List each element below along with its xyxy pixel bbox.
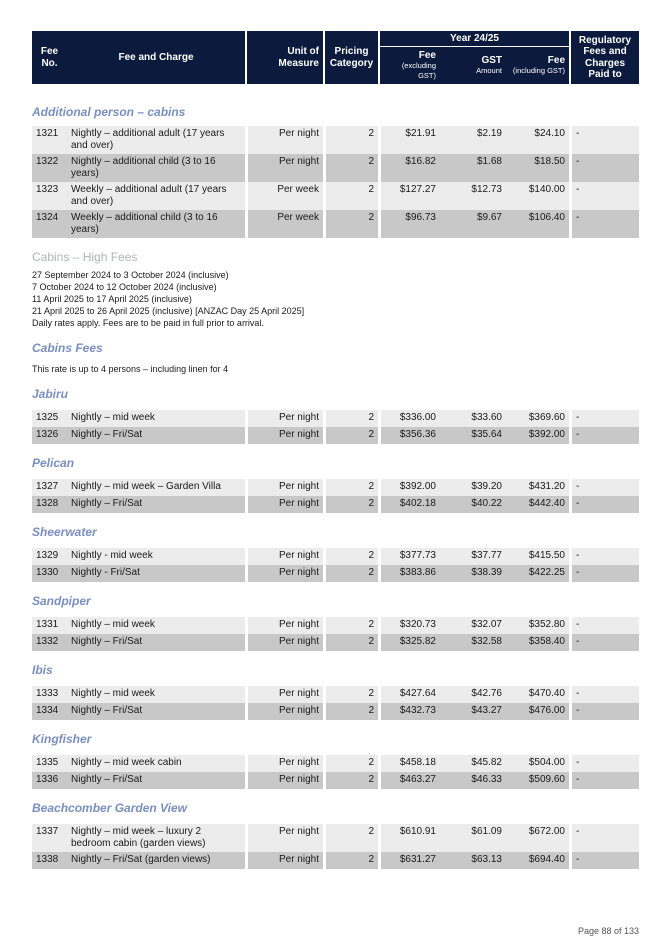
fee-name-cell: Weekly – additional adult (17 years and over): [67, 182, 245, 210]
fee-excl-cell: $21.91: [378, 126, 440, 154]
section-title-kingfisher: Kingfisher: [32, 732, 92, 746]
table-row: [32, 210, 639, 238]
regulatory-cell: -: [569, 703, 639, 720]
fee-no-cell: 1325: [32, 410, 67, 427]
regulatory-cell: -: [569, 182, 639, 210]
fee-no-cell: 1335: [32, 755, 67, 772]
fee-no-cell: 1337: [32, 824, 67, 852]
table-sandpiper: [32, 617, 639, 651]
col-regulatory: Regulatory Fees and Charges Paid to: [569, 31, 639, 84]
category-cell: 2: [323, 154, 378, 182]
table-beachcomber: [32, 824, 639, 869]
gst-cell: $39.20: [440, 479, 506, 496]
fee-incl-cell: $24.10: [506, 126, 569, 154]
category-cell: 2: [323, 210, 378, 238]
regulatory-cell: -: [569, 565, 639, 582]
table-jabiru: [32, 410, 639, 444]
fee-incl-cell: $694.40: [506, 852, 569, 869]
fee-name-cell: Weekly – additional child (3 to 16 years): [67, 210, 245, 238]
fee-excl-cell: $325.82: [378, 634, 440, 651]
high-fees-line: 27 September 2024 to 3 October 2024 (inclusive): [32, 270, 229, 280]
fee-no-cell: 1321: [32, 126, 67, 154]
unit-cell: Per week: [245, 182, 323, 210]
section-title-sheerwater: Sheerwater: [32, 525, 97, 539]
category-cell: 2: [323, 772, 378, 789]
fee-no-cell: 1332: [32, 634, 67, 651]
table-additional: [32, 126, 639, 238]
fee-incl-cell: $415.50: [506, 548, 569, 565]
category-cell: 2: [323, 410, 378, 427]
table-sheerwater: [32, 548, 639, 582]
col-fee-including-sub: (including GST): [512, 66, 566, 76]
regulatory-cell: -: [569, 772, 639, 789]
high-fees-dates: [32, 269, 639, 329]
category-cell: 2: [323, 852, 378, 869]
table-ibis: [32, 686, 639, 720]
unit-cell: Per night: [245, 703, 323, 720]
fee-name-cell: Nightly – mid week cabin: [67, 755, 245, 772]
gst-cell: $9.67: [440, 210, 506, 238]
table-row: [32, 852, 639, 869]
fee-incl-cell: $106.40: [506, 210, 569, 238]
section-title-pelican: Pelican: [32, 456, 75, 470]
high-fees-line: 7 October 2024 to 12 October 2024 (inclusive): [32, 282, 217, 292]
category-cell: 2: [323, 824, 378, 852]
regulatory-cell: -: [569, 126, 639, 154]
category-cell: 2: [323, 617, 378, 634]
col-gst-label: GST: [481, 54, 502, 66]
col-fee-including: [506, 47, 569, 84]
fee-name-cell: Nightly – Fri/Sat: [67, 634, 245, 651]
gst-cell: $61.09: [440, 824, 506, 852]
col-gst-sub: Amount: [476, 66, 502, 76]
col-fee-including-label: Fee: [547, 54, 566, 66]
unit-cell: Per night: [245, 852, 323, 869]
col-gst: [440, 47, 506, 84]
table-row: [32, 565, 639, 582]
high-fees-line: 11 April 2025 to 17 April 2025 (inclusive): [32, 294, 192, 304]
fee-incl-cell: $422.25: [506, 565, 569, 582]
fee-no-cell: 1322: [32, 154, 67, 182]
fee-excl-cell: $127.27: [378, 182, 440, 210]
gst-cell: $37.77: [440, 548, 506, 565]
unit-cell: Per night: [245, 824, 323, 852]
fee-name-cell: Nightly - Fri/Sat: [67, 565, 245, 582]
regulatory-cell: -: [569, 755, 639, 772]
category-cell: 2: [323, 634, 378, 651]
fee-incl-cell: $369.60: [506, 410, 569, 427]
fee-no-cell: 1323: [32, 182, 67, 210]
table-row: [32, 634, 639, 651]
fee-excl-cell: $320.73: [378, 617, 440, 634]
fee-incl-cell: $140.00: [506, 182, 569, 210]
category-cell: 2: [323, 182, 378, 210]
table-kingfisher: [32, 755, 639, 789]
col-fee-excluding: [378, 47, 440, 84]
category-cell: 2: [323, 755, 378, 772]
unit-cell: Per night: [245, 634, 323, 651]
unit-cell: Per night: [245, 617, 323, 634]
unit-cell: Per night: [245, 154, 323, 182]
page-number: Page 88 of 133: [577, 926, 639, 936]
table-row: [32, 410, 639, 427]
fee-excl-cell: $356.36: [378, 427, 440, 444]
gst-cell: $38.39: [440, 565, 506, 582]
cabins-fees-note: This rate is up to 4 persons – including linen for 4: [32, 364, 229, 374]
fee-excl-cell: $16.82: [378, 154, 440, 182]
regulatory-cell: -: [569, 824, 639, 852]
fee-excl-cell: $631.27: [378, 852, 440, 869]
unit-cell: Per night: [245, 126, 323, 154]
fee-no-cell: 1333: [32, 686, 67, 703]
fee-incl-cell: $476.00: [506, 703, 569, 720]
col-fee-excluding-sub: (excluding GST): [401, 61, 436, 81]
gst-cell: $40.22: [440, 496, 506, 513]
section-title-high-fees: Cabins – High Fees: [32, 250, 138, 264]
fee-name-cell: Nightly – mid week: [67, 617, 245, 634]
fee-no-cell: 1331: [32, 617, 67, 634]
fee-no-cell: 1327: [32, 479, 67, 496]
col-fee-and-charge: Fee and Charge: [67, 31, 245, 84]
fee-name-cell: Nightly – additional adult (17 years and over): [67, 126, 245, 154]
fee-incl-cell: $18.50: [506, 154, 569, 182]
fee-no-cell: 1330: [32, 565, 67, 582]
regulatory-cell: -: [569, 496, 639, 513]
regulatory-cell: -: [569, 852, 639, 869]
fee-excl-cell: $383.86: [378, 565, 440, 582]
regulatory-cell: -: [569, 154, 639, 182]
fee-table-header: [32, 31, 639, 84]
fee-no-cell: 1326: [32, 427, 67, 444]
fee-no-cell: 1334: [32, 703, 67, 720]
fee-excl-cell: $377.73: [378, 548, 440, 565]
table-row: [32, 182, 639, 210]
fee-excl-cell: $463.27: [378, 772, 440, 789]
category-cell: 2: [323, 126, 378, 154]
table-row: [32, 126, 639, 154]
table-row: [32, 703, 639, 720]
fee-excl-cell: $336.00: [378, 410, 440, 427]
unit-cell: Per night: [245, 548, 323, 565]
fee-name-cell: Nightly – mid week: [67, 410, 245, 427]
section-title-additional: Additional person – cabins: [32, 105, 186, 119]
table-row: [32, 686, 639, 703]
gst-cell: $1.68: [440, 154, 506, 182]
gst-cell: $12.73: [440, 182, 506, 210]
fee-no-cell: 1338: [32, 852, 67, 869]
gst-cell: $63.13: [440, 852, 506, 869]
section-title-sandpiper: Sandpiper: [32, 594, 91, 608]
unit-cell: Per night: [245, 410, 323, 427]
regulatory-cell: -: [569, 686, 639, 703]
table-row: [32, 548, 639, 565]
fee-name-cell: Nightly – Fri/Sat: [67, 703, 245, 720]
unit-cell: Per night: [245, 772, 323, 789]
regulatory-cell: -: [569, 427, 639, 444]
gst-cell: $32.07: [440, 617, 506, 634]
section-title-beachcomber: Beachcomber Garden View: [32, 801, 187, 815]
unit-cell: Per night: [245, 565, 323, 582]
gst-cell: $43.27: [440, 703, 506, 720]
regulatory-cell: -: [569, 410, 639, 427]
regulatory-cell: -: [569, 479, 639, 496]
fee-name-cell: Nightly – mid week – Garden Villa: [67, 479, 245, 496]
section-title-jabiru: Jabiru: [32, 387, 69, 401]
fee-name-cell: Nightly – Fri/Sat (garden views): [67, 852, 245, 869]
section-title-ibis: Ibis: [32, 663, 53, 677]
fee-excl-cell: $427.64: [378, 686, 440, 703]
category-cell: 2: [323, 565, 378, 582]
table-row: [32, 772, 639, 789]
category-cell: 2: [323, 496, 378, 513]
unit-cell: Per night: [245, 479, 323, 496]
table-row: [32, 496, 639, 513]
gst-cell: $42.76: [440, 686, 506, 703]
high-fees-line: 21 April 2025 to 26 April 2025 (inclusive) [ANZAC Day 25 April 2025]: [32, 306, 305, 316]
fee-name-cell: Nightly – Fri/Sat: [67, 427, 245, 444]
gst-cell: $35.64: [440, 427, 506, 444]
table-pelican: [32, 479, 639, 513]
fee-no-cell: 1324: [32, 210, 67, 238]
gst-cell: $32.58: [440, 634, 506, 651]
unit-cell: Per night: [245, 755, 323, 772]
fee-excl-cell: $432.73: [378, 703, 440, 720]
fee-excl-cell: $458.18: [378, 755, 440, 772]
fee-name-cell: Nightly – Fri/Sat: [67, 496, 245, 513]
table-row: [32, 617, 639, 634]
regulatory-cell: -: [569, 548, 639, 565]
fee-incl-cell: $442.40: [506, 496, 569, 513]
table-row: [32, 427, 639, 444]
fee-incl-cell: $504.00: [506, 755, 569, 772]
category-cell: 2: [323, 548, 378, 565]
fee-name-cell: Nightly – Fri/Sat: [67, 772, 245, 789]
gst-cell: $45.82: [440, 755, 506, 772]
col-unit-of-measure: Unit of Measure: [245, 31, 323, 84]
unit-cell: Per week: [245, 210, 323, 238]
unit-cell: Per night: [245, 686, 323, 703]
fee-name-cell: Nightly – additional child (3 to 16 years): [67, 154, 245, 182]
regulatory-cell: -: [569, 617, 639, 634]
fee-no-cell: 1336: [32, 772, 67, 789]
fee-no-cell: 1328: [32, 496, 67, 513]
fee-incl-cell: $392.00: [506, 427, 569, 444]
fee-excl-cell: $402.18: [378, 496, 440, 513]
fee-name-cell: Nightly - mid week: [67, 548, 245, 565]
fee-incl-cell: $672.00: [506, 824, 569, 852]
table-row: [32, 479, 639, 496]
category-cell: 2: [323, 686, 378, 703]
unit-cell: Per night: [245, 496, 323, 513]
col-year: Year 24/25: [378, 31, 569, 47]
category-cell: 2: [323, 427, 378, 444]
gst-cell: $46.33: [440, 772, 506, 789]
regulatory-cell: -: [569, 634, 639, 651]
fee-excl-cell: $610.91: [378, 824, 440, 852]
fee-incl-cell: $358.40: [506, 634, 569, 651]
col-pricing-category: Pricing Category: [323, 31, 378, 84]
fee-name-cell: Nightly – mid week – luxury 2 bedroom cabin (garden views): [67, 824, 245, 852]
high-fees-line: Daily rates apply. Fees are to be paid in full prior to arrival.: [32, 318, 264, 328]
fee-name-cell: Nightly – mid week: [67, 686, 245, 703]
unit-cell: Per night: [245, 427, 323, 444]
col-fee-excluding-label: Fee: [418, 49, 436, 61]
fee-incl-cell: $352.80: [506, 617, 569, 634]
fee-incl-cell: $431.20: [506, 479, 569, 496]
col-fee-no: Fee No.: [32, 31, 67, 84]
fee-no-cell: 1329: [32, 548, 67, 565]
fee-schedule-page: [32, 31, 639, 869]
regulatory-cell: -: [569, 210, 639, 238]
category-cell: 2: [323, 703, 378, 720]
table-row: [32, 824, 639, 852]
gst-cell: $33.60: [440, 410, 506, 427]
table-row: [32, 755, 639, 772]
fee-incl-cell: $509.60: [506, 772, 569, 789]
gst-cell: $2.19: [440, 126, 506, 154]
table-row: [32, 154, 639, 182]
fee-excl-cell: $96.73: [378, 210, 440, 238]
category-cell: 2: [323, 479, 378, 496]
fee-incl-cell: $470.40: [506, 686, 569, 703]
section-title-cabins-fees: Cabins Fees: [32, 341, 103, 355]
fee-excl-cell: $392.00: [378, 479, 440, 496]
